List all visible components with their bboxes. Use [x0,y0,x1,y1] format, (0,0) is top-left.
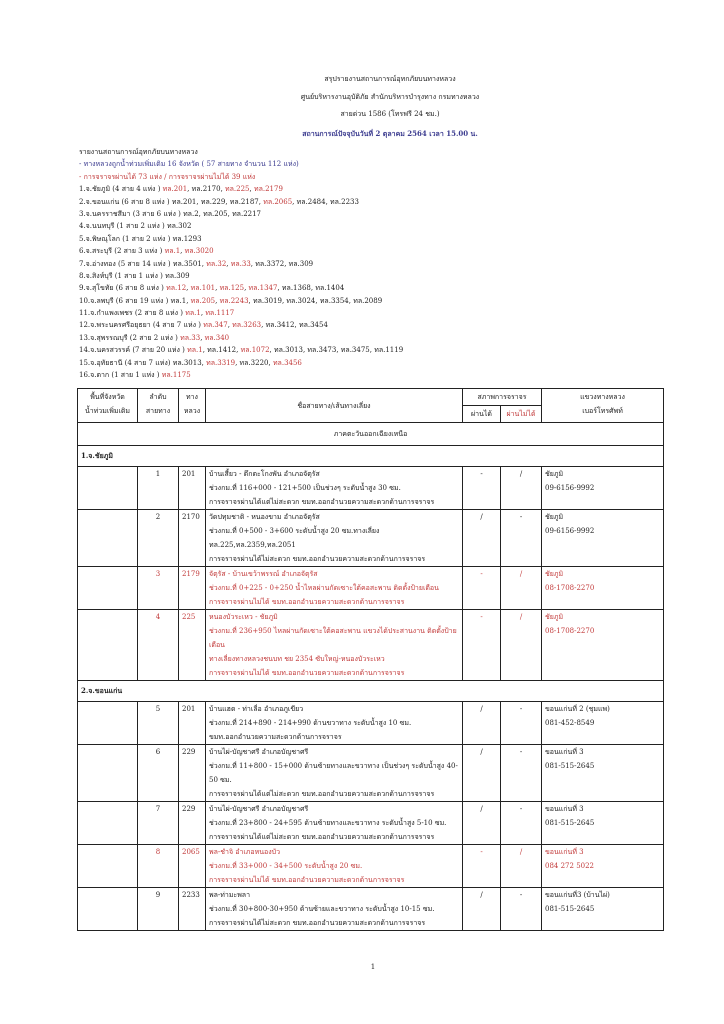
route-cell [206,702,463,745]
highway-cell: 2170 [179,510,206,567]
impassable-cell: - [501,702,542,745]
table-row [78,845,664,888]
highway-ref: ทล.2217 [232,209,262,218]
highway-ref: ทล.3456 [272,358,302,367]
highway-cell: 2179 [179,567,206,610]
office-name: ขอนแก่นที่ 3 [545,848,584,856]
province-row: 2.จ.ขอนแก่น [78,681,664,702]
route-line: ช่วงกม.ที่ 23+800 - 24+595 ด้านซ้ายทางและขวาทาง ระดับน้ำสูง 5-10 ซม. [209,819,447,827]
office-cell [542,802,664,845]
province-item: 2.จ.ขอนแก่น (6 สาย 8 แห่ง ) ทล.201, ทล.229, ทล.2187, ทล.2065, ทล.2484, ทล.2233 [79,197,359,206]
highway-ref: ทล.309 [288,259,314,268]
province-cell [78,702,138,745]
table-row [78,745,664,802]
highway-ref: ทล.201 [162,185,188,194]
highway-ref: ทล.2484 [296,197,326,206]
province-item: 3.จ.นครราชสีมา (3 สาย 6 แห่ง ) ทล.2, ทล.205, ทล.2217 [79,209,262,218]
office-cell [542,888,664,931]
office-phone: 08-1708-2270 [545,627,595,635]
table-row [78,467,664,510]
col-seq-line1: ลำดับ [149,393,167,401]
route-line: ช่วงกม.ที่ 214+890 - 214+990 ด้านขวาทาง ระดับน้ำสูง 10 ซม. [209,719,412,727]
province-label: 4.จ.นนทบุรี (1 สาย 2 แห่ง ) [79,222,167,231]
route-line: การจราจรผ่านไม่ได้ ขมท.ออกอำนวยความสะดวกด้านการจราจร [209,669,405,677]
highway-ref: ทล.302 [166,222,192,231]
province-label: 2.จ.ขอนแก่น (6 สาย 8 แห่ง ) [79,197,172,206]
province-label: 14.จ.นครสวรรค์ (7 สาย 20 แห่ง ) [79,346,188,355]
highway-ref: ทล.1 [187,346,203,355]
table-row [78,567,664,610]
province-cell [78,845,138,888]
route-line: บ้านไผ่-บัญชาศรี อำเภอบัญชาศรี [209,805,309,813]
office-phone: 09-6156-9992 [545,484,595,492]
route-line: การจราจรผ่านไม่ได้ ขมท.ออกอำนวยความสะดวกด้านการจราจร [209,876,405,884]
highway-ref: ทล.3454 [298,321,328,330]
route-line: การจราจรผ่านได้ไม่สะดวก ขมท.ออกอำนวยความสะดวกด้านการจราจร [209,555,426,563]
province-label: 8.จ.สิงห์บุรี (1 สาย 1 แห่ง ) [79,271,166,280]
route-line: การจราจรผ่านได้ไม่สะดวก ขมท.ออกอำนวยความสะดวกด้านการจราจร [209,919,426,927]
page-number: 1 [370,963,376,971]
seq-cell: 1 [138,467,179,510]
summary-impassable: การจราจรผ่านไม่ได้ 39 แห่ง [168,172,256,181]
province-item: 9.จ.สุโขทัย (6 สาย 8 แห่ง ) ทล.12, ทล.101, ทล.125, ทล.1347, ทล.1368, ทล.1404 [79,284,345,293]
highway-ref: ทล.1117 [205,309,235,318]
office-phone: 081-452-8549 [545,719,595,727]
highway-ref: ทล.33 [230,259,251,268]
highway-ref: ทล.3473 [307,346,337,355]
passable-cell: / [463,702,501,745]
col-province-line2: น้ำท่วมเพิ่มเติม [84,407,131,415]
route-cell [206,510,463,567]
passable-cell: - [463,845,501,888]
highway-ref: ทล.32 [206,259,227,268]
table-row [78,510,664,567]
col-province [78,389,138,423]
route-line: ช่วงกม.ที่ 33+000 - 34+500 ระดับน้ำสูง 20 ซม. [209,862,363,870]
office-name: ขอนแก่นที่3 (บ้านไผ่) [545,891,610,899]
summary-traffic [79,171,403,183]
col-highway-line1: ทาง [186,393,198,401]
province-item: 6.จ.สระบุรี (2 สาย 3 แห่ง ) ทล.1, ทล.3020 [79,247,214,256]
highway-cell: 201 [179,467,206,510]
seq-cell: 7 [138,802,179,845]
highway-ref: ทล.201 [171,197,197,206]
route-cell [206,802,463,845]
route-cell [206,745,463,802]
province-item: 12.จ.พระนครศรีอยุธยา (4 สาย 7 แห่ง ) ทล.347, ทล.3263, ทล.3412, ทล.3454 [79,321,328,330]
highway-ref: ทล.1 [164,247,181,256]
col-traffic: สภาพการจราจร [463,389,542,406]
impassable-cell: / [501,467,542,510]
summary-heading: รายงานสถานการณ์อุทกภัยบนทางหลวง [79,148,198,156]
office-phone: 09-6156-9992 [545,527,595,535]
province-item: 13.จ.สุพรรณบุรี (2 สาย 2 แห่ง ) ทล.33, ทล.340 [79,333,230,342]
seq-cell: 5 [138,702,179,745]
province-label: 13.จ.สุพรรณบุรี (2 สาย 2 แห่ง ) [79,333,181,342]
highway-ref: ทล.2065 [263,197,293,206]
impassable-cell: / [501,567,542,610]
impassable-cell: - [501,745,542,802]
col-impassable: ผ่านไม่ได้ [501,406,542,423]
highway-ref: ทล.1072 [240,346,270,355]
table-row [78,702,664,745]
province-label: 7.จ.อ่างทอง (5 สาย 14 แห่ง ) [79,259,173,268]
office-phone: 084 272 5022 [545,862,595,870]
highway-ref: ทล.229 [200,197,226,206]
highway-ref: ทล.101 [190,284,216,293]
province-cell [78,467,138,510]
office-name: ขอนแก่นที่ 3 [545,805,584,813]
seq-cell: 6 [138,745,179,802]
office-cell [542,610,664,681]
highway-cell: 229 [179,802,206,845]
seq-cell: 2 [138,510,179,567]
impassable-cell: - [501,510,542,567]
highway-ref: ทล.3263 [232,321,262,330]
route-line: ขมท.ออกอำนวยความสะดวกด้านการจราจร [209,733,342,741]
col-passable: ผ่านได้ [463,406,501,423]
passable-cell: / [463,510,501,567]
route-line: การจราจรผ่านได้แต่ไม่สะดวก ขมท.ออกอำนวยความสะดวกด้านการจราจร [209,833,435,841]
highway-ref: ทล.1404 [315,284,345,293]
col-office-line2: เบอร์โทรศัพท์ [582,407,623,415]
highway-ref: ทล.1347 [248,284,278,293]
col-highway [179,389,206,423]
passable-cell: / [463,888,501,931]
route-line: พล-ชำจิ อำเภอหนองบัว [209,848,281,856]
col-highway-line2: หลวง [183,407,201,415]
highway-ref: ทล.33 [180,333,201,342]
col-seq [138,389,179,423]
highway-ref: ทล.1119 [374,346,404,355]
province-item: 15.จ.อุทัยธานี (4 สาย 7 แห่ง) ทล.3013, ทล.3319, ทล.3220, ทล.3456 [79,358,302,367]
route-line: ช่วงกม.ที่ 236+950 ไหลผ่านกัดเซาะใต้คอสะพาน แขวงได้ประสานงาน ติดตั้งป้ายเตือน [209,627,457,649]
col-province-line1: พื้นที่จังหวัด [90,393,125,401]
province-cell [78,745,138,802]
route-line: ช่วงกม.ที่ 30+800-30+950 ด้านซ้ายและขวาทาง ระดับน้ำสูง 10-15 ซม. [209,905,435,913]
province-summary-list [79,146,403,381]
table-row [78,888,664,931]
passable-cell: / [463,745,501,802]
highway-cell: 2065 [179,845,206,888]
impassable-cell: - [501,802,542,845]
province-item [79,233,403,245]
province-item: 11.จ.กำแพงเพชร (2 สาย 8 แห่ง ) ทล.1, ทล.1117 [79,309,235,318]
passable-cell: - [463,610,501,681]
province-label: 15.จ.อุทัยธานี (4 สาย 7 แห่ง) [79,358,173,367]
office-cell [542,510,664,567]
route-line: ช่วงกม.ที่ 11+800 - 15+000 ด้านซ้ายทางและขวาทาง เป็นช่วงๆ ระดับน้ำสูง 40-50 ซม. [209,762,458,784]
passable-cell: - [463,567,501,610]
province-row: 1.จ.ชัยภูมิ [78,446,664,467]
highway-ref: ทล.2233 [330,197,359,206]
highway-ref: ทล.3220 [239,358,269,367]
highway-ref: ทล.3013 [273,346,303,355]
highway-ref: ทล.2179 [253,185,283,194]
office-cell [542,845,664,888]
route-line: บ้านไผ่-บัญชาศรี อำเภอบัญชาศรี [209,748,309,756]
highway-ref: ทล.2089 [353,296,383,305]
province-item [79,369,403,381]
report-title: สรุปรายงานสถานการณ์อุทกภัยบนทางหลวง [324,75,456,83]
passable-cell: - [463,467,501,510]
highway-ref: ทล.2170 [191,185,221,194]
highway-ref: ทล.12 [166,284,187,293]
province-label: 6.จ.สระบุรี (2 สาย 3 แห่ง ) [79,247,165,256]
office-cell [542,745,664,802]
highway-ref: ทล.3412 [265,321,295,330]
highway-ref: ทล.205 [190,296,216,305]
highway-ref: ทล.3019 [253,296,282,305]
province-cell [78,567,138,610]
highway-ref: ทล.347 [203,321,228,330]
province-item: 10.จ.ลพบุรี (6 สาย 19 แห่ง ) ทล.1, ทล.205, ทล.2243, ทล.3019, ทล.3024, ทล.3354, ทล.2089 [79,296,383,305]
status-time: สถานการณ์ปัจจุบันวันที่ 2 ตุลาคม 2564 เวลา 15.00 น. [302,129,478,138]
report-org: ศูนย์บริหารงานอุบัติภัย สำนักบริหารบำรุงทาง กรมทางหลวง [300,93,480,101]
impassable-cell: - [501,888,542,931]
highway-ref: ทล.1368 [281,284,311,293]
province-item: 1.จ.ชัยภูมิ (4 สาย 4 แห่ง ) ทล.201, ทล.2170, ทล.225, ทล.2179 [79,185,283,194]
highway-ref: ทล.3013 [172,358,202,367]
route-line: ช่วงกม.ที่ 0+500 - 3+600 ระดับน้ำสูง 20 ซม.ทางเลี่ยง ทล.225,ทล.2359,ทล.2051 [209,527,380,549]
province-cell [78,888,138,931]
highway-ref: ทล.309 [165,271,190,280]
province-label: 16.จ.ตาก (1 สาย 1 แห่ง ) [79,371,162,380]
flood-table [77,388,664,931]
province-label: 12.จ.พระนครศรีอยุธยา (4 สาย 7 แห่ง ) [79,321,204,330]
route-line: การจราจรผ่านได้แต่ไม่สะดวก ขมท.ออกอำนวยความสะดวกด้านการจราจร [209,790,435,798]
route-line: การจราจรผ่านไม่ได้ ขมท.ออกอำนวยความสะดวกด้านการจราจร [209,598,405,606]
highway-ref: ทล.205 [203,209,228,218]
highway-ref: ทล.3020 [184,247,214,256]
office-name: ชัยภูมิ [545,513,564,521]
province-label: 3.จ.นครราชสีมา (3 สาย 6 แห่ง ) [79,209,184,218]
province-item [79,270,403,282]
summary-passable: - การจราจรผ่านได้ 73 แห่ง / [79,172,169,181]
seq-cell: 9 [138,888,179,931]
route-line: ช่วงกม.ที่ 0+225 - 0+250 น้ำไหลผ่านกัดเซาะใต้คอสะพาน ติดตั้งป้ายเตือน [209,584,439,592]
route-line: จัตุรัส - บ้านเขว้าพรรณ์ อำเภอจัตุรัส [209,570,318,578]
route-cell [206,845,463,888]
highway-ref: ทล.3354 [319,296,349,305]
province-label: 10.จ.ลพบุรี (6 สาย 19 แห่ง ) [79,296,171,305]
highway-ref: ทล.3372 [255,259,285,268]
table-row [78,610,664,681]
office-name: ขอนแก่นที่ 2 (ชุมแพ) [545,705,610,713]
province-item: 14.จ.นครสวรรค์ (7 สาย 20 แห่ง ) ทล.1, ทล.1412, ทล.1072, ทล.3013, ทล.3473, ทล.3475, ทล.1119 [79,346,404,355]
route-cell [206,467,463,510]
province-cell [78,802,138,845]
col-office-line1: แขวงทางหลวง [580,393,625,401]
office-name: ชัยภูมิ [545,570,564,578]
province-label: 1.จ.ชัยภูมิ (4 สาย 4 แห่ง ) [79,185,163,194]
highway-cell: 2233 [179,888,206,931]
highway-ref: ทล.1 [185,309,201,318]
region-row: ภาคตะวันออกเฉียงเหนือ [78,423,664,446]
summary-flooded: - ทางหลวงถูกน้ำท่วมเพิ่มเติม 16 จังหวัด ( 57 สายทาง จำนวน 112 แห่ง) [79,160,299,169]
highway-ref: ทล.2 [183,209,199,218]
route-line: วัดปทุมชาติ - หนองขาม อำเภอจัตุรัส [209,513,320,521]
office-phone: 08-1708-2270 [545,584,595,592]
highway-cell: 229 [179,745,206,802]
highway-cell: 201 [179,702,206,745]
highway-ref: ทล.3475 [340,346,370,355]
province-label: 5.จ.พิษณุโลก (1 สาย 2 แห่ง ) [79,234,173,243]
office-cell [542,567,664,610]
col-office [542,389,664,423]
impassable-cell: / [501,845,542,888]
col-route: ชื่อสายทาง/เส้นทางเลี่ยง [206,389,463,423]
office-phone: 081-515-2645 [545,762,595,770]
impassable-cell: / [501,610,542,681]
highway-ref: ทล.125 [219,284,245,293]
office-name: ชัยภูมิ [545,613,564,621]
col-seq-line2: สายทาง [145,407,171,415]
highway-ref: ทล.1 [170,296,187,305]
office-name: ชัยภูมิ [545,470,564,478]
province-item: 7.จ.อ่างทอง (5 สาย 14 แห่ง ) ทล.3501, ทล.32, ทล.33, ทล.3372, ทล.309 [79,259,314,268]
seq-cell: 3 [138,567,179,610]
route-line: ทางเลี่ยงทางหลวงชนบท ชย 2354 ซับใหญ่-หนองบัวระเหว [209,655,385,663]
table-row [78,802,664,845]
route-line: การจราจรผ่านได้แต่ไม่สะดวก ขมท.ออกอำนวยความสะดวกด้านการจราจร [209,498,435,506]
highway-ref: ทล.2187 [229,197,259,206]
seq-cell: 4 [138,610,179,681]
province-cell [78,510,138,567]
seq-cell: 8 [138,845,179,888]
route-line: ช่วงกม.ที่ 116+000 - 121+500 เป็นช่วงๆ ระดับน้ำสูง 30 ซม. [209,484,401,492]
route-line: หนองบัวระเหว - ชัยภูมิ [209,613,278,621]
route-line: บ้านแฮด - ท่าเลื่อ อำเภอภูเขียว [209,705,304,713]
highway-cell: 225 [179,610,206,681]
office-phone: 081-515-2645 [545,819,595,827]
office-cell [542,467,664,510]
highway-ref: ทล.3024 [286,296,316,305]
route-cell [206,567,463,610]
office-cell [542,702,664,745]
route-line: บ้านเสี้ยว - ตึกตะโกงพัน อำเภอจัตุรัส [209,470,320,478]
office-phone: 081-515-2645 [545,905,595,913]
passable-cell: / [463,802,501,845]
province-item [79,220,403,232]
highway-ref: ทล.1175 [161,371,191,380]
route-line: พล-ท่ามะพลา [209,891,251,899]
highway-ref: ทล.225 [225,185,250,194]
province-label: 9.จ.สุโขทัย (6 สาย 8 แห่ง ) [79,284,167,293]
office-name: ขอนแก่นที่ 3 [545,748,584,756]
highway-ref: ทล.3501 [172,259,202,268]
highway-ref: ทล.340 [204,333,230,342]
highway-ref: ทล.2243 [219,296,249,305]
route-cell [206,888,463,931]
highway-ref: ทล.1412 [207,346,237,355]
route-cell [206,610,463,681]
province-cell [78,610,138,681]
highway-ref: ทล.3319 [206,358,236,367]
province-label: 11.จ.กำแพงเพชร (2 สาย 8 แห่ง ) [79,309,186,318]
highway-ref: ทล.1293 [172,234,202,243]
hotline: สายด่วน 1586 (โทรฟรี 24 ชม.) [340,110,440,118]
